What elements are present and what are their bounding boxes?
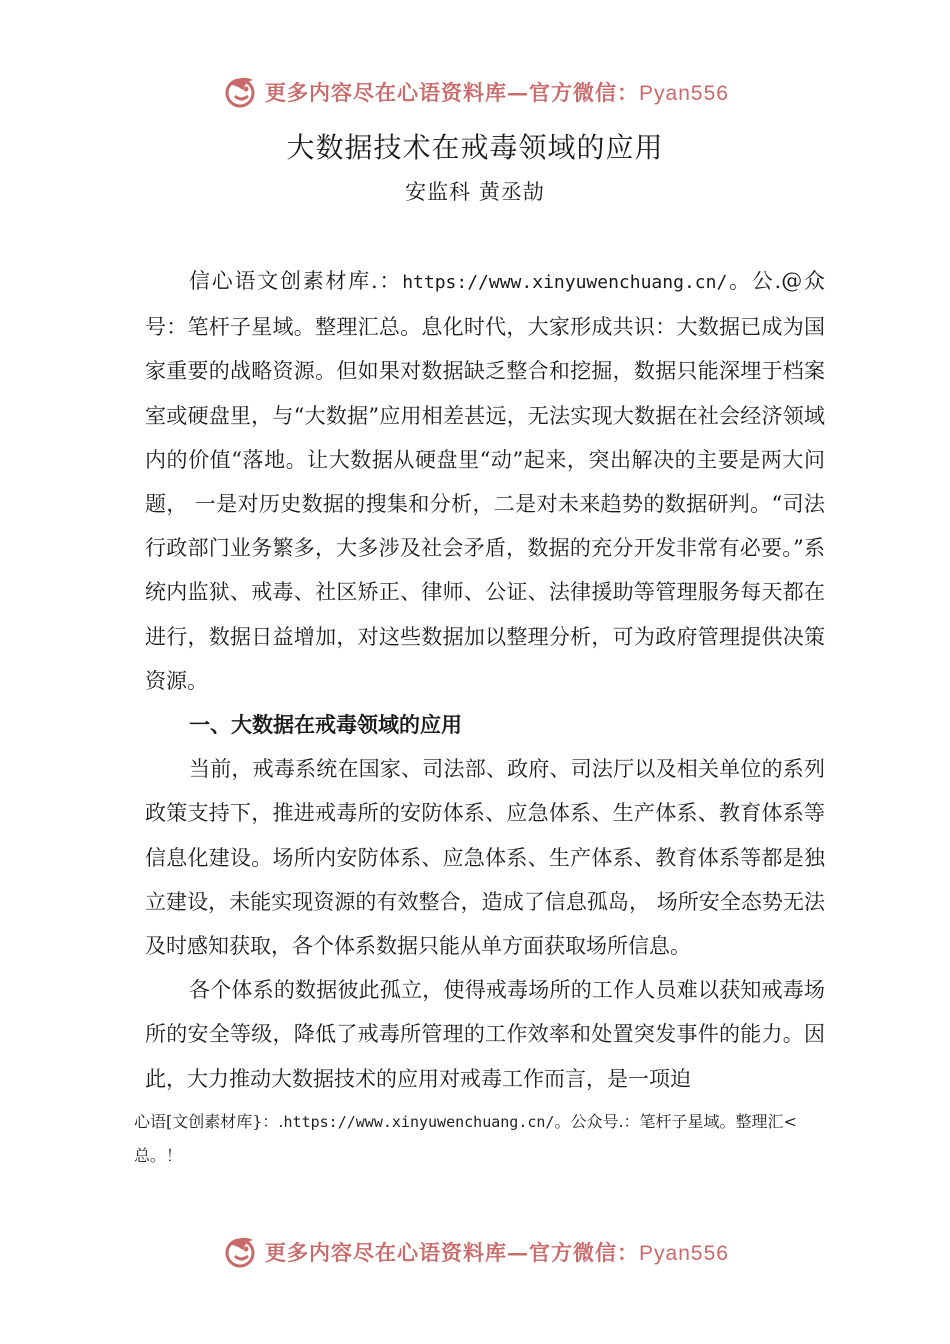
watermark-banner-bottom: [0, 1232, 950, 1272]
wechat-id: Pyan556: [639, 82, 729, 105]
banner-text: 更多内容尽在心语资料库—官方微信：Pyan556: [265, 1240, 729, 1265]
body-paragraph-1: 当前，戒毒系统在国家、司法部、政府、司法厅以及相关单位的系列政策支持下，推进戒毒所的安防体系、应急体系、生产体系、教育体系等信息化建设。场所内安防体系、应急体系、生产体系、教育体系等都是独立建设，未能实现资源的有效整合，造成了信息孤岛， 场所安全态势无法及时感知获取，各个体系数据只能从单方面获取场所信息。: [145, 757, 825, 959]
document-body: [145, 259, 825, 1101]
section-heading: 一、大数据在戒毒领域的应用: [189, 713, 462, 738]
intro-url: https://www.xinyuwenchuang.cn/: [402, 272, 728, 293]
watermark-banner-top: [0, 72, 950, 112]
footer-url: https://www.xinyuwenchuang.cn/: [283, 1113, 555, 1131]
intro-paragraph: 信心语文创素材库.：https://www.xinyuwenchuang.cn/。公.@众号：笔杆子星域。整理汇总。息化时代，大家形成共识：大数据已成为国家重要的战略资源。但如果对数据缺乏整合和挖掘，数据只能深埋于档案室或硬盘里，与“大数据”应用相差甚远，无法实现大数据在社会经济领域内的价值“落地。让大数据从硬盘里“动”起来，突出解决的主要是两大问题， 一是对历史数据的搜集和分析，二是对未来趋势的数据研判。“司法行政部门业务繁多，大多涉及社会矛盾，数据的充分开发非常有必要。”系统内监狱、戒毒、社区矫正、律师、公证、法律援助等管理服务每天都在进行，数据日益增加，对这些数据加以整理分析，可为政府管理提供决策资源。: [145, 269, 825, 693]
body-paragraph-2: 各个体系的数据彼此孤立，使得戒毒场所的工作人员难以获知戒毒场所的安全等级，降低了戒毒所管理的工作效率和处置突发事件的能力。因此，大力推动大数据技术的应用对戒毒工作而言，是一项迫: [145, 978, 825, 1091]
document-title: 大数据技术在戒毒领域的应用: [286, 131, 664, 164]
author-line: 安监科 黄丞劼: [405, 180, 545, 204]
logo-icon: [221, 72, 261, 112]
wechat-id: Pyan556: [639, 1242, 729, 1265]
banner-text: 更多内容尽在心语资料库—官方微信：Pyan556: [265, 80, 729, 105]
logo-icon: [221, 1232, 261, 1272]
footer-watermark-note: 心语[文创素材库}：.https://www.xinyuwenchuang.cn/。公众号.：笔杆子星域。整理汇<总。！: [134, 1112, 797, 1165]
